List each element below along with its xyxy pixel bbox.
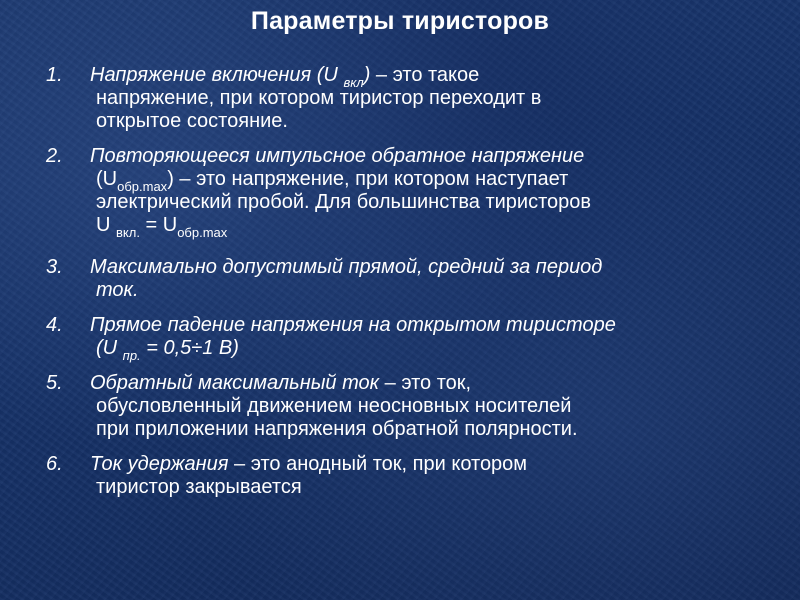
subscript: обр.max [117, 179, 168, 194]
item-line: $(U_{обр.max})$ – это напряжение, при котором наступает [96, 168, 569, 194]
subscript: вкл [343, 75, 364, 90]
subscript: вкл. [116, 225, 140, 240]
item-term: Напряжение включения (U $_{вкл}$) [90, 64, 371, 90]
item-line: напряжение, при котором тиристор переходит в [96, 87, 542, 109]
item-line: тиристор закрывается [96, 476, 302, 498]
item-number: 6. [46, 453, 63, 475]
item-line: ток. [96, 279, 139, 301]
item-line: Максимально допустимый прямой, средний за период [90, 256, 603, 278]
item-number: 1. [46, 64, 63, 86]
item-line: открытое состояние. [96, 110, 288, 132]
item-line: при приложении напряжения обратной полярности. [96, 418, 578, 440]
item-line: U $_{вкл.} = U_{обр.max}$ [96, 214, 228, 240]
item-line: Обратный максимальный ток – это ток, [90, 372, 472, 394]
item-term: Обратный максимальный ток [90, 372, 380, 394]
item-number: 2. [46, 145, 63, 167]
subscript: пр. [122, 348, 141, 363]
item-number: 3. [46, 256, 63, 278]
subscript: обр.max [177, 225, 228, 240]
item-term: Ток удержания [90, 453, 229, 475]
item-line: обусловленный движением неосновных носителей [96, 395, 572, 417]
slide-title: Параметры тиристоров [250, 7, 550, 35]
item-number: 4. [46, 314, 63, 336]
item-line: Повторяющееся импульсное обратное напряжение [90, 145, 585, 167]
item-line: (U $_{пр.}$ = 0,5÷1 В) [96, 337, 239, 363]
item-line: Ток удержания – это анодный ток, при котором [90, 453, 528, 475]
item-line: Прямое падение напряжения на открытом тиристоре [90, 314, 616, 336]
item-number: 5. [46, 372, 63, 394]
item-line: электрический пробой. Для большинства тиристоров [96, 191, 592, 213]
item-line: Напряжение включения (U $_{вкл}$) – это такое [90, 64, 480, 90]
